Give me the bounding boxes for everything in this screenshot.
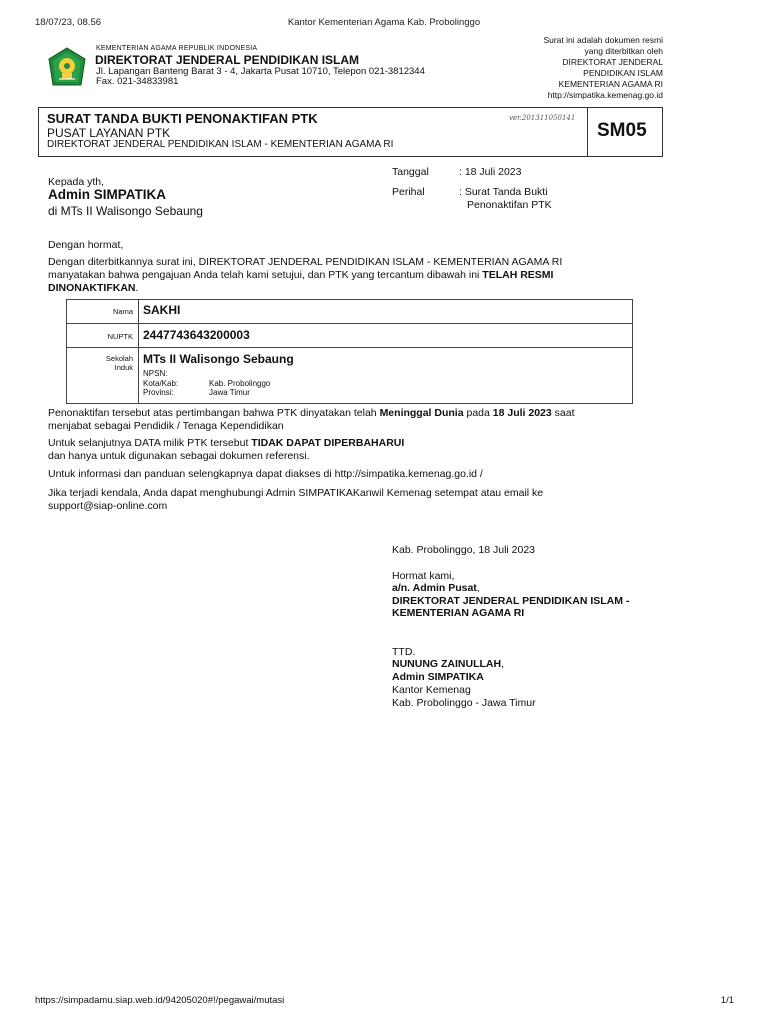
signer-role: Admin SIMPATIKA [392,671,484,683]
salutation: Dengan hormat, [48,239,124,251]
directorate-name: DIREKTORAT JENDERAL PENDIDIKAN ISLAM [95,53,360,67]
paragraph-text: manyatakan bahwa pengajuan Anda telah kami setujui, dan PTK yang tercantum dibawah ini [48,269,480,281]
place-date: Kab. Probolinggo, 18 Juli 2023 [392,544,536,556]
paragraph-3-line1 [48,437,404,449]
notice-line: yang diterbitkan oleh [584,46,663,56]
signature-ttd: TTD. [392,646,416,658]
signer-comma: , [501,658,504,670]
name-label: Nama [112,307,133,316]
signer-office: Kantor Kemenag [392,684,471,696]
prov-label: Provinsi: [143,388,174,397]
paragraph-emphasis: DINONAKTIFKAN [48,282,136,294]
paragraph-text: pada [466,407,490,419]
print-url: https://simpadamu.siap.web.id/94205020#!/pegawai/mutasi [35,995,285,1006]
signer-name-line [392,658,504,670]
recipient-location: di MTs II Walisongo Sebaung [48,204,203,218]
column-divider [138,324,139,347]
paragraph-text: Untuk selanjutnya DATA milik PTK tersebut [48,437,249,449]
signer-name: NUNUNG ZAINULLAH [392,658,502,670]
notice-line: KEMENTERIAN AGAMA RI [558,79,663,89]
title-divider [587,108,588,156]
document-subtitle: PUSAT LAYANAN PTK [47,126,171,140]
agency-fax: Fax. 021-34833981 [96,76,179,87]
signature-org-line1: DIREKTORAT JENDERAL PENDIDIKAN ISLAM - [392,595,630,607]
table-row-name [67,300,632,324]
on-behalf-text: a/n. Admin Pusat [392,582,477,594]
signature-org-line2: KEMENTERIAN AGAMA RI [392,607,525,619]
kota-label: Kota/Kab: [143,379,179,388]
paragraph-emphasis: Meninggal Dunia [379,407,464,419]
on-behalf-comma: , [476,582,480,594]
paragraph-text: Penonaktifan tersebut atas pertimbangan bahwa PTK dinyatakan telah [48,407,377,419]
notice-line: DIREKTORAT JENDERAL [562,57,663,67]
paragraph-emphasis: TELAH RESMI [482,269,554,281]
npsn-label: NPSN: [143,369,168,378]
paragraph-2-line1 [48,407,575,419]
document-title-box [38,107,663,157]
document-version: ver.201311050141 [509,114,576,122]
support-email: support@siap-online.com [48,500,168,512]
notice-line: Surat ini adalah dokumen resmi [543,35,663,45]
column-divider [138,300,139,323]
school-label [67,354,133,372]
print-page-number: 1/1 [720,995,734,1006]
document-title: SURAT TANDA BUKTI PENONAKTIFAN PTK [47,111,318,126]
paragraph-4: Untuk informasi dan panduan selengkapnya dapat diakses di http://simpatika.kemenag.go.id / [48,468,483,480]
official-notice [463,35,663,101]
paragraph-emphasis: TIDAK DAPAT DIPERBAHARUI [251,437,405,449]
subject-value-line1: : Surat Tanda Bukti [459,186,548,198]
signer-region: Kab. Probolinggo - Jawa Timur [392,697,536,709]
ptk-name: SAKHI [143,303,181,317]
table-row-school [67,348,632,403]
column-divider [138,348,139,403]
print-page-title: Kantor Kementerian Agama Kab. Probolinggo [287,17,481,28]
document-code: SM05 [597,120,647,141]
prov-value: Jawa Timur [209,388,250,397]
nuptk-label: NUPTK [107,332,133,341]
ptk-school: MTs II Walisongo Sebaung [143,352,294,366]
paragraph-2-line2: menjabat sebagai Pendidik / Tenaga Kependidikan [48,420,284,432]
date-label: Tanggal [392,166,429,178]
kota-value: Kab. Probolinggo [209,379,271,388]
notice-line: PENDIDIKAN ISLAM [583,68,663,78]
paragraph-1-line1: Dengan diterbitkannya surat ini, DIREKTORAT JENDERAL PENDIDIKAN ISLAM - KEMENTERIAN AGAMA RI [48,256,563,268]
kemenag-logo-icon [47,47,87,87]
ptk-nuptk: 2447743643200003 [143,328,250,342]
recipient-greeting: Kepada yth, [48,176,105,188]
paragraph-1-line3 [48,282,138,294]
school-label-line: Induk [114,363,133,372]
document-issuer: DIREKTORAT JENDERAL PENDIDIKAN ISLAM - KEMENTERIAN AGAMA RI [47,139,394,150]
recipient-name: Admin SIMPATIKA [48,187,166,202]
agency-address: Jl. Lapangan Banteng Barat 3 - 4, Jakarta Pusat 10710, Telepon 021-3812344 [96,66,425,77]
on-behalf [392,582,480,594]
paragraph-text: saat [554,407,575,419]
ministry-name: KEMENTERIAN AGAMA REPUBLIK INDONESIA [96,45,258,52]
subject-label: Perihal [392,186,425,198]
paragraph-3-line2: dan hanya untuk digunakan sebagai dokumen referensi. [48,450,310,462]
ptk-data-table [66,299,633,404]
paragraph-1-line2 [48,269,553,281]
regards: Hormat kami, [392,570,455,582]
paragraph-5-line1: Jika terjadi kendala, Anda dapat menghubungi Admin SIMPATIKAKanwil Kemenag setempat atau email ke [48,487,544,499]
notice-url: http://simpatika.kemenag.go.id [547,90,663,100]
paragraph-emphasis: 18 Juli 2023 [492,407,552,419]
table-row-nuptk [67,324,632,348]
paragraph-text: . [135,282,139,294]
subject-value-line2: Penonaktifan PTK [467,199,552,211]
print-datetime: 18/07/23, 08.56 [35,17,102,28]
date-value: : 18 Juli 2023 [459,166,522,178]
school-label-line: Sekolah [105,354,133,363]
